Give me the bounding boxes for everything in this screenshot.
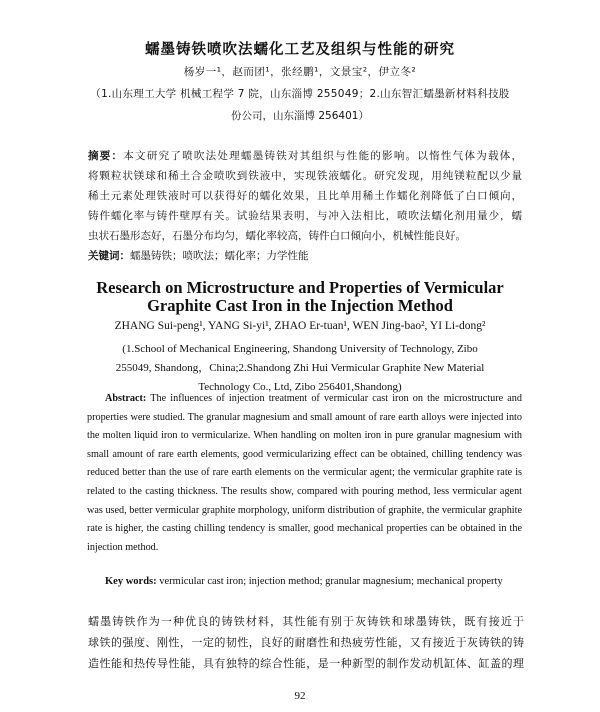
- chinese-abstract-line: 稀土元素处理铁液时可以获得好的蠕化效果，且比单用稀土作蠕化剂降低了白口倾向，: [88, 190, 522, 202]
- chinese-affiliation-line1: （1.山东理工大学 机械工程学 7 院，山东淄博 255049；2.山东智汇蠕墨新材料科技股: [90, 88, 510, 100]
- chinese-abstract-line: 将颗粒状镁球和稀土合金喷吹到铁液中，实现铁液蠕化。研究发现，用纯镁粒配以少量: [88, 170, 522, 182]
- english-keywords: [87, 572, 522, 591]
- body-line: 球铁的强度、刚性，一定的韧性，良好的耐磨性和热疲劳性能，又有接近于灰铸铁的铸: [88, 636, 524, 649]
- chinese-authors: 杨岁一¹，赵而团¹，张经鹏¹，文景宝²，伊立冬²: [183, 66, 417, 78]
- chinese-keywords-text: 蠕墨铸铁；喷吹法；蠕化率；力学性能: [130, 250, 309, 262]
- english-affiliation: (1.School of Mechanical Engineering, Shandong University of Technology, Zibo 255049, Shandong，China;2.Shandong Zhi Hui Vermicular Graphite New Material Technology Co., Ltd, Zibo 256401,Shandong): [115, 343, 485, 393]
- chinese-affiliation-line2: 份公司，山东淄博 256401）: [231, 110, 369, 122]
- chinese-abstract-line: 铸件蠕化率与铸件壁厚有关。试验结果表明，与冲入法相比，喷吹法蠕化剂用量少，蠕: [88, 210, 522, 222]
- english-authors: ZHANG Sui-peng¹, YANG Si-yi¹, ZHAO Er-tuan¹, WEN Jing-bao², YI Li-dong²: [114, 320, 486, 332]
- english-keywords-text: vermicular cast iron; injection method; granular magnesium; mechanical property: [156, 576, 503, 587]
- chinese-keywords-label: 关键词：: [88, 250, 130, 262]
- english-keywords-label: Key words:: [105, 576, 157, 587]
- chinese-abstract-label: 摘要：: [88, 150, 124, 162]
- chinese-abstract-line: 虫状石墨形态好，石墨分布均匀，蠕化率较高，铸件白口倾向小，机械性能良好。: [88, 230, 466, 242]
- chinese-title: 蠕墨铸铁喷吹法蠕化工艺及组织与性能的研究: [145, 42, 455, 58]
- english-abstract: [87, 390, 522, 557]
- chinese-keywords: [88, 246, 522, 266]
- chinese-abstract-line: 摘要：本文研究了喷吹法处理蠕墨铸铁对其组织与性能的影响。以惰性气体为载体，: [88, 150, 522, 162]
- english-abstract-paragraph: [87, 390, 522, 557]
- english-title-line1: Research on Microstructure and Properties of Vermicular: [96, 278, 504, 297]
- english-abstract-label: Abstract:: [105, 393, 147, 404]
- body-paragraph: [88, 611, 524, 674]
- chinese-abstract: [88, 146, 522, 266]
- english-abstract-text: The influences of injection treatment of vermicular cast iron on the microstructure and properties were studied. The granular magnesium and small amount of rare earth alloys were injected into the molten liquid iron to vermicularize. When handling on molten iron in pure granular magnesium with small amount of rare earth elements, good vermicularizing effect can be obtained, chilling tendency was reduced better than the use of rare earth elements on the vermicular agent; the vermicular graphite rate is related to the casting thickness. The results show, compared with pouring method, less vermicular agent was used, better vermicular graphite morphology, uniform distribution of graphite, the vermicular graphite rate is higher, the casting chilling tendency is smaller, good mechanical properties can be obtained in the injection method.: [87, 393, 522, 553]
- body-line: 蠕墨铸铁作为一种优良的铸铁材料，其性能有别于灰铸铁和球墨铸铁，既有接近于: [88, 615, 524, 628]
- page-number: 92: [294, 690, 306, 702]
- english-title-line2: Graphite Cast Iron in the Injection Method: [147, 296, 453, 315]
- body-line: 造性能和热传导性能，具有独特的综合性能，是一种新型的制作发动机缸体、缸盖的理: [88, 657, 524, 670]
